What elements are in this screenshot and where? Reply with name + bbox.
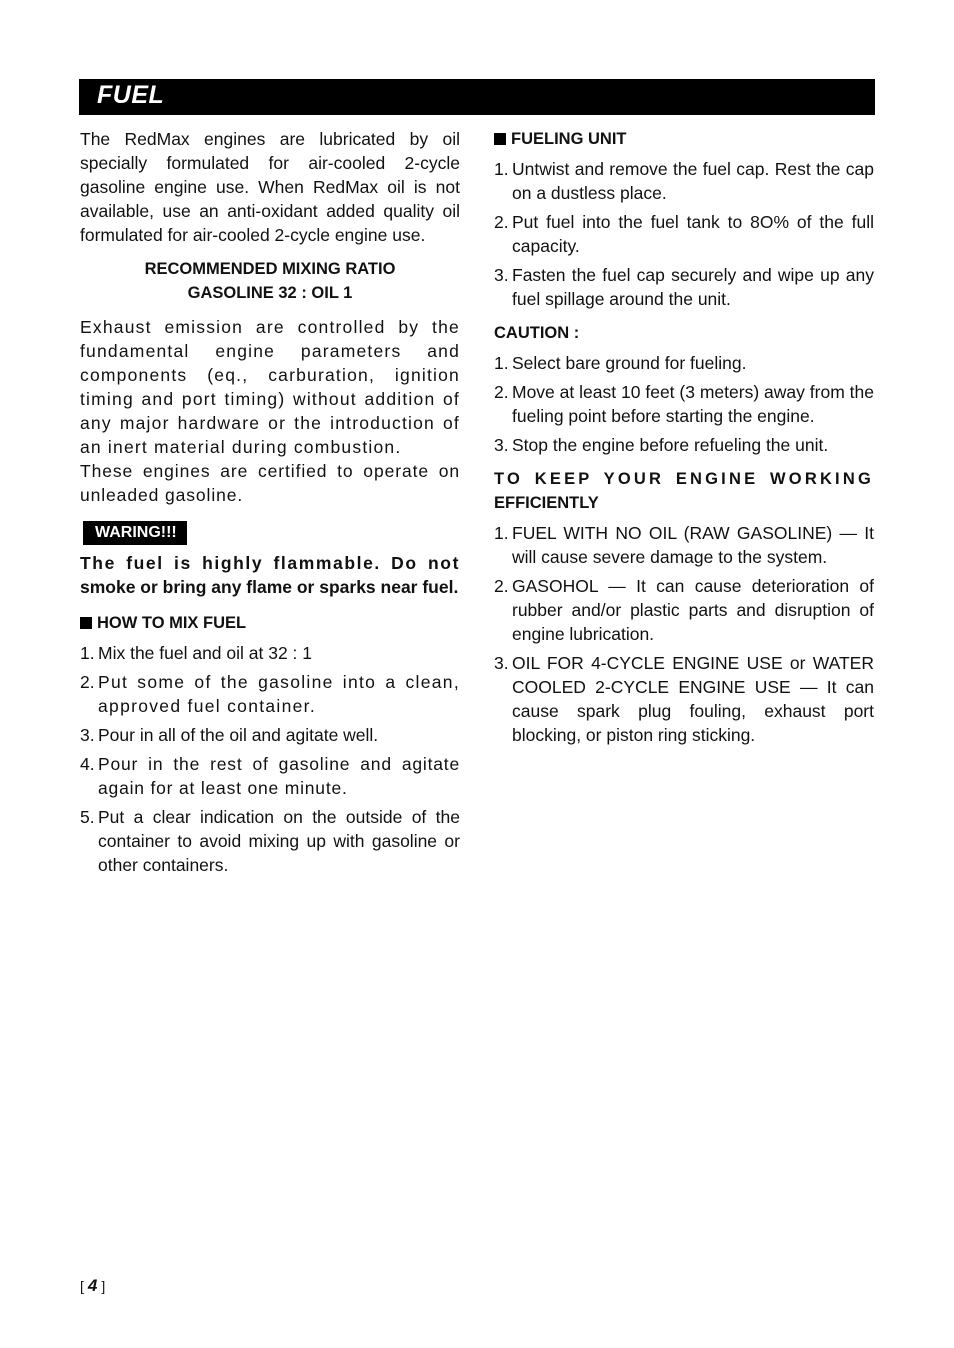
list-item-number: 2. xyxy=(494,576,509,596)
caution-list xyxy=(494,351,874,457)
list-item-text: Pour in the rest of gasoline and agitate again for at least one minute. xyxy=(98,754,460,798)
list-item-text: FUEL WITH NO OIL (RAW GASOLINE) — It will cause severe damage to the system. xyxy=(512,523,874,567)
list-item xyxy=(494,210,874,258)
list-item-number: 5. xyxy=(80,807,95,827)
mix-fuel-list xyxy=(80,641,460,877)
list-item-number: 2. xyxy=(494,212,509,232)
list-item-text: Put a clear indication on the outside of the container to avoid mixing up with gasoline or other containers. xyxy=(98,807,460,875)
keep-engine-heading-line1: TO KEEP YOUR ENGINE WORKING xyxy=(494,470,874,488)
list-item xyxy=(80,805,460,877)
mixing-ratio-value: GASOLINE 32 : OIL 1 xyxy=(187,284,353,302)
intro-paragraph: The RedMax engines are lubricated by oil specially formulated for air-cooled 2-cycle gasoline engine use. When RedMax oil is not available, use an anti-oxidant added quality oil formulated for air-cooled 2-cycle engine use. xyxy=(80,129,460,245)
fueling-unit-list xyxy=(494,157,874,311)
list-item-text: Put some of the gasoline into a clean, approved fuel container. xyxy=(98,672,460,716)
square-bullet-icon xyxy=(494,133,506,145)
left-column xyxy=(80,127,460,882)
mixing-ratio-block xyxy=(80,257,460,305)
list-item-number: 3. xyxy=(494,265,509,285)
list-item xyxy=(494,263,874,311)
list-item-text: Move at least 10 feet (3 meters) away from the fueling point before starting the engine. xyxy=(512,382,874,426)
list-item-number: 1. xyxy=(494,523,509,543)
emission-paragraph: Exhaust emission are controlled by the fundamental engine parameters and components (eq., carburation, ignition timing and port timing) without addition of any major hardware or the introduction of an inert material during combustion. xyxy=(80,317,460,457)
list-item-text: GASOHOL — It can cause deterioration of rubber and/or plastic parts and disruption of engine lubrication. xyxy=(512,576,874,644)
list-item-number: 3. xyxy=(494,435,509,455)
keep-engine-heading xyxy=(494,467,874,515)
right-column xyxy=(494,127,874,752)
list-item-text: Put fuel into the fuel tank to 8O% of the full capacity. xyxy=(512,212,874,256)
list-item xyxy=(80,641,460,665)
list-item-number: 4. xyxy=(80,754,95,774)
list-item xyxy=(80,752,460,800)
list-item-text: Pour in all of the oil and agitate well. xyxy=(98,725,379,745)
list-item-text: OIL FOR 4-CYCLE ENGINE USE or WATER COOLED 2-CYCLE ENGINE USE — It can cause spark plug fouling, exhaust port blocking, or piston ring sticking. xyxy=(512,653,874,745)
mix-fuel-heading xyxy=(80,611,460,635)
certified-paragraph: These engines are certified to operate on unleaded gasoline. xyxy=(80,461,460,505)
keep-engine-heading-line2: EFFICIENTLY xyxy=(494,494,599,512)
warning-text xyxy=(80,551,460,599)
list-item xyxy=(80,723,460,747)
caution-heading: CAUTION : xyxy=(494,324,580,342)
page-number xyxy=(80,1276,105,1296)
list-item xyxy=(494,433,874,457)
list-item xyxy=(494,351,874,375)
warning-text-rest: smoke or bring any flame or sparks near fuel. xyxy=(80,577,459,597)
list-item-number: 1. xyxy=(494,353,509,373)
section-title-bar xyxy=(79,79,875,115)
square-bullet-icon xyxy=(80,617,92,629)
list-item xyxy=(80,670,460,718)
page-bracket-close: ] xyxy=(101,1278,106,1294)
list-item-text: Select bare ground for fueling. xyxy=(512,353,747,373)
list-item-number: 2. xyxy=(494,382,509,402)
list-item-text: Mix the fuel and oil at 32 : 1 xyxy=(98,643,313,663)
list-item-text: Stop the engine before refueling the unit. xyxy=(512,435,829,455)
list-item-number: 2. xyxy=(80,672,95,692)
mixing-ratio-title: RECOMMENDED MIXING RATIO xyxy=(144,260,396,278)
fueling-unit-heading-label: FUELING UNIT xyxy=(511,130,627,148)
warning-tag: WARING!!! xyxy=(83,521,187,545)
list-item xyxy=(494,574,874,646)
list-item-number: 1. xyxy=(80,643,95,663)
list-item xyxy=(494,380,874,428)
list-item xyxy=(494,157,874,205)
page-bracket-open: [ xyxy=(80,1278,84,1294)
section-title: FUEL xyxy=(97,81,165,109)
list-item-text: Untwist and remove the fuel cap. Rest the cap on a dustless place. xyxy=(512,159,874,203)
list-item-number: 3. xyxy=(80,725,95,745)
mix-fuel-heading-label: HOW TO MIX FUEL xyxy=(97,614,247,632)
page-number-value: 4 xyxy=(87,1276,98,1295)
list-item-number: 3. xyxy=(494,653,509,673)
list-item xyxy=(494,521,874,569)
list-item-text: Fasten the fuel cap securely and wipe up any fuel spillage around the unit. xyxy=(512,265,874,309)
warning-text-line1: The fuel is highly flammable. Do not xyxy=(80,553,460,573)
keep-engine-list xyxy=(494,521,874,747)
list-item xyxy=(494,651,874,747)
fueling-unit-heading xyxy=(494,127,874,151)
list-item-number: 1. xyxy=(494,159,509,179)
